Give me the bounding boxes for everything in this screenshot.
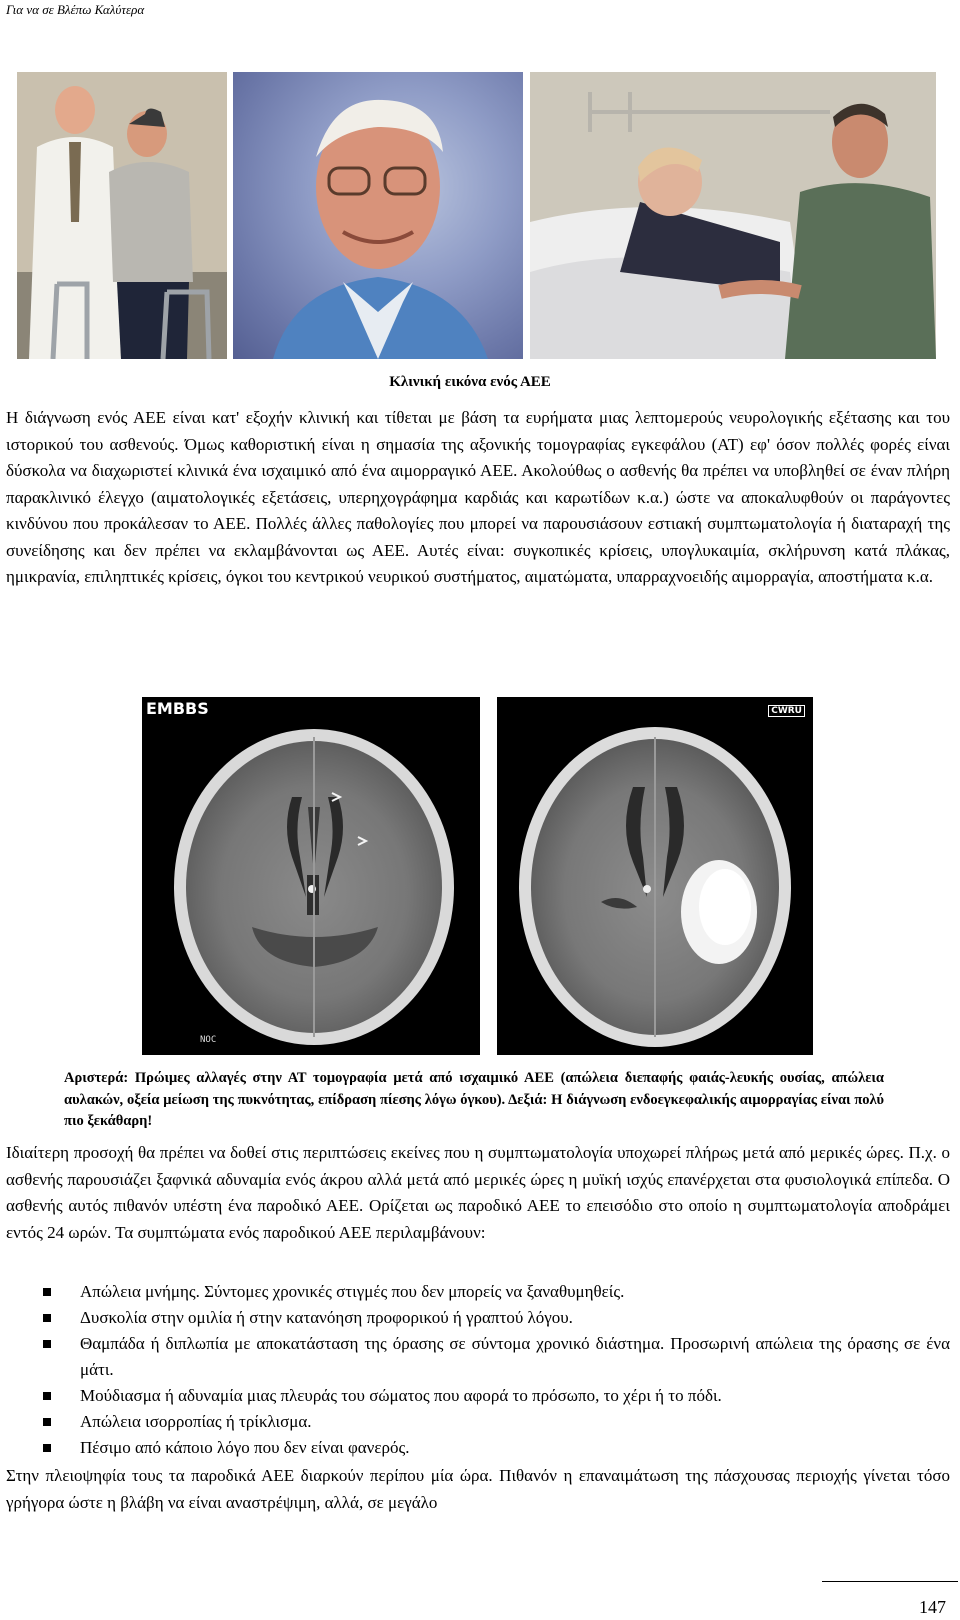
list-item-text: Δυσκολία στην ομιλία ή στην κατανόηση προφορικού ή γραπτού λόγου. [80,1308,573,1327]
ct-left-small-label: NOC [200,1035,217,1045]
running-header: Για να σε Βλέπω Καλύτερα [6,2,145,17]
list-item-text: Πέσιμο από κάποιο λόγο που δεν είναι φανερός. [80,1438,410,1457]
doctor-and-patient-with-walker-photo [17,72,227,359]
symptoms-list [38,1279,950,1461]
woman-in-hospital-bed-photo [530,72,936,359]
list-item [38,1409,950,1435]
ct-left-source-label: EMBBS [146,699,209,718]
bullet-square-icon [43,1288,51,1296]
elderly-man-portrait-photo [233,72,523,359]
list-item [38,1305,950,1331]
bullet-square-icon [43,1418,51,1426]
list-item [38,1435,950,1461]
list-item-text: Απώλεια ισορροπίας ή τρίκλισμα. [80,1412,312,1431]
figure-caption-ct: Αριστερά: Πρώιμες αλλαγές στην ΑΤ τομογραφία μετά από ισχαιμικό ΑΕΕ (απώλεια διεπαφής φαιάς-λευκής ουσίας, απώλεια αυλακών, οξεία μείωση της πυκνότητας, επίδραση πίεσης λόγω όγκου). Δεξιά: Η διάγνωση ενδοεγκεφαλικής αιμορραγίας είναι πολύ πιο ξεκάθαρη! [64,1070,884,1129]
paragraph-tia: Ιδιαίτερη προσοχή θα πρέπει να δοθεί στις περιπτώσεις εκείνες που η συμπτωματολογία υποχωρεί πλήρως μετά από μερικές ώρες. Π.χ. ο ασθενής παρουσιάζει ξαφνικά αδυναμία ενός άκρου αλλά μετά από μερικές ώρες η μυϊκή ισχύς επανέρχεται στα φυσιολογικά επίπεδα. Ο ασθενής αυτός πιθανόν υπέστη ένα παροδικό ΑΕΕ. Ορίζεται ως παροδικό ΑΕΕ το επεισόδιο στο οποίο η συμπτωματολογία αποδράμει εντός 24 ωρών. Τα συμπτώματα ενός παροδικού ΑΕΕ περιλαμβάνουν: [6,1143,950,1242]
list-item [38,1331,950,1383]
page-number: 147 [919,1597,946,1617]
figure-caption-clinical: Κλινική εικόνα ενός ΑΕΕ [389,374,551,390]
list-item [38,1383,950,1409]
bullet-square-icon [43,1392,51,1400]
list-item-text: Απώλεια μνήμης. Σύντομες χρονικές στιγμές που δεν μπορείς να ξαναθυμηθείς. [80,1282,625,1301]
list-item-text: Μούδιασμα ή αδυναμία μιας πλευράς του σώματος που αφορά το πρόσωπο, το χέρι ή το πόδι. [80,1386,722,1405]
ct-scan-ischemic-image [142,697,480,1055]
bullet-square-icon [43,1340,51,1348]
bullet-square-icon [43,1314,51,1322]
footer-divider [822,1581,958,1582]
paragraph-diagnosis: Η διάγνωση ενός ΑΕΕ είναι κατ' εξοχήν κλινική και τίθεται με βάση τα ευρήματα μιας λεπτομερούς νευρολογικής εξέτασης και του ιστορικού του ασθενούς. Όμως καθοριστική είναι η σημασία της αξονικής τομογραφίας εγκεφάλου (ΑΤ) εφ' όσον πολλές φορές είναι δύσκολα να διαχωριστεί κλινικά ένα ισχαιμικό από ένα αιμορραγικό ΑΕΕ. Ακολούθως ο ασθενής θα πρέπει να υποβληθεί σε έναν πλήρη παρακλινικό έλεγχο (αιματολογικές εξετάσεις, υπερηχογράφημα καρδιάς και καρωτίδων κ.α.) ώστε να αποκαλυφθούν οι παράγοντες κινδύνου που προκάλεσαν το ΑΕΕ. Πολλές άλλες παθολογίες που μπορεί να παρουσιάσουν εστιακή συμπτωματολογία ή διαταραχή της συνείδησης και δεν πρέπει να εκλαμβάνονται ως ΑΕΕ. Αυτές είναι: συγκοπικές κρίσεις, υπογλυκαιμία, σκλήρυνση κατά πλάκας, ημικρανία, επιληπτικές κρίσεις, όγκοι του κεντρικού νευρικού συστήματος, αιματώματα, υπαρραχνοειδής αιμορραγία, αποστήματα κ.α. [6,408,950,586]
paragraph-duration: Στην πλειοψηφία τους τα παροδικά ΑΕΕ διαρκούν περίπου μία ώρα. Πιθανόν η επαναιμάτωση της πάσχουσας περιοχής γίνεται τόσο γρήγορα ώστε η βλάβη να είναι αναστρέψιμη, αλλά, σε μεγάλο [6,1466,950,1512]
bullet-square-icon [43,1444,51,1452]
ct-right-source-label: CWRU [768,705,805,717]
ct-scan-hemorrhage-image [497,697,813,1055]
list-item-text: Θαμπάδα ή διπλωπία με αποκατάσταση της όρασης σε σύντομα χρονικό διάστημα. Προσωρινή απώλεια της όρασης σε ένα μάτι. [80,1334,950,1379]
list-item [38,1279,950,1305]
